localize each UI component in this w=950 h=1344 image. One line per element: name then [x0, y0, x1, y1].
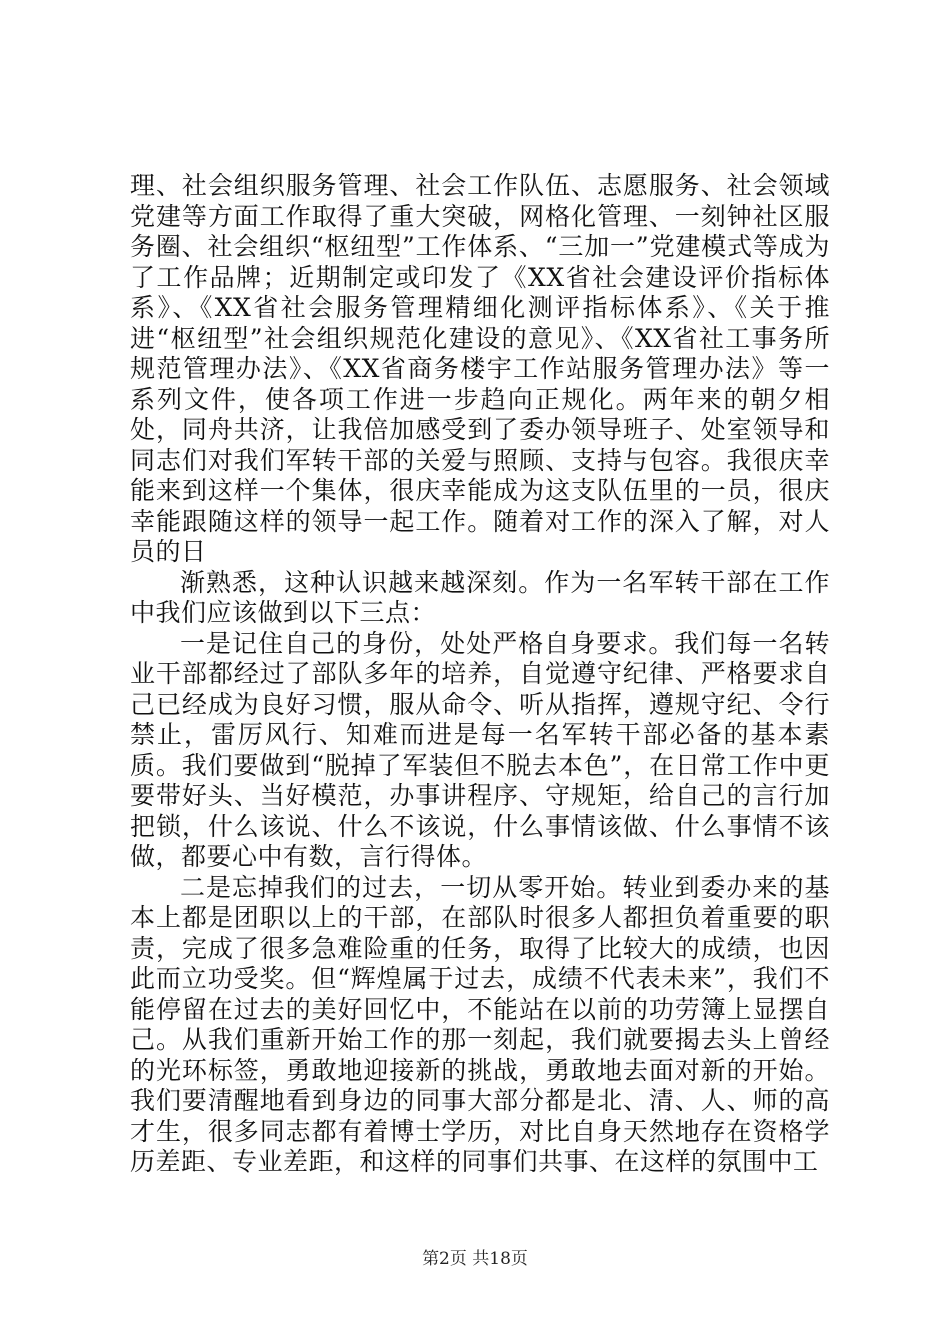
- page-footer: 第2页 共18页: [422, 1249, 528, 1269]
- paragraph-4: 二是忘掉我们的过去，一切从零开始。转业到委办来的基本上都是团职以上的干部，在部队时很多人都担负着重要的职责，完成了很多急难险重的任务，取得了比较大的成绩，也因此而立功受奖。但“辉煌属于过去，成绩不代表未来”，我们不能停留在过去的美好回忆中，不能站在以前的功劳簿上显摆自己。从我们重新开始工作的那一刻起，我们就要揭去头上曾经的光环标签，勇敢地迎接新的挑战，勇敢地去面对新的开始。我们要清醒地看到身边的同事大部分都是北、清、人、师的高才生，很多同志都有着博士学历，对比自身天然地存在资格学历差距、专业差距，和这样的同事们共事、在这样的氛围中工: [130, 872, 830, 1176]
- paragraph-2: 渐熟悉，这种认识越来越深刻。作为一名军转干部在工作中我们应该做到以下三点：: [130, 567, 830, 627]
- paragraph-3: 一是记住自己的身份，处处严格自身要求。我们每一名转业干部都经过了部队多年的培养，自觉遵守纪律、严格要求自己已经成为良好习惯，服从命令、听从指挥，遵规守纪、令行禁止，雷厉风行、知难而进是每一名军转干部必备的基本素质。我们要做到“脱掉了军装但不脱去本色”，在日常工作中更要带好头、当好模范，办事讲程序、守规矩，给自己的言行加把锁，什么该说、什么不该说，什么事情该做、什么事情不该做，都要心中有数，言行得体。: [130, 628, 830, 871]
- document-body: [130, 171, 830, 1178]
- paragraph-1: 理、社会组织服务管理、社会工作队伍、志愿服务、社会领域党建等方面工作取得了重大突破，网格化管理、一刻钟社区服务圈、社会组织“枢纽型”工作体系、“三加一”党建模式等成为了工作品牌；近期制定或印发了《XX省社会建设评价指标体系》、《XX省社会服务管理精细化测评指标体系》、《关于推进“枢纽型”社会组织规范化建设的意见》、《XX省社工事务所规范管理办法》、《XX省商务楼宇工作站服务管理办法》等一系列文件，使各项工作进一步趋向正规化。两年来的朝夕相处，同舟共济，让我倍加感受到了委办领导班子、处室领导和同志们对我们军转干部的关爱与照顾、支持与包容。我很庆幸能来到这样一个集体，很庆幸能成为这支队伍里的一员，很庆幸能跟随这样的领导一起工作。随着对工作的深入了解，对人员的日: [130, 171, 830, 566]
